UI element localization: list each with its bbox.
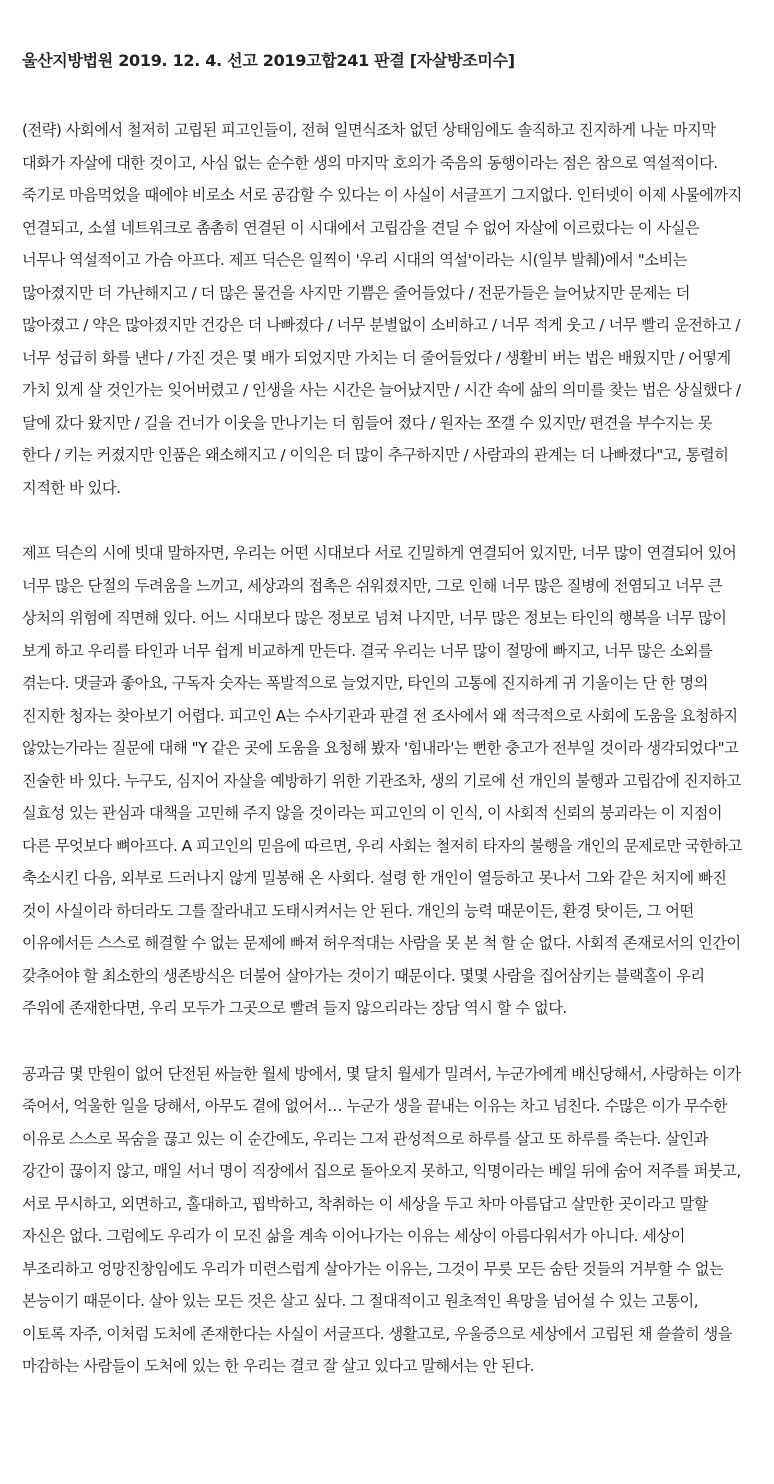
paragraph-2: 제프 딕슨의 시에 빗대 말하자면, 우리는 어떤 시대보다 서로 긴밀하게 연결되어 있지만, 너무 많이 연결되어 있어 너무 많은 단절의 두려움을 느끼고, 세상과의 접촉은 쉬워졌지만, 그로 인해 너무 많은 질병에 전염되고 너무 큰 상처의 위험에 직면해 있다. 어느 시대보다 많은 정보로 넘쳐 나지만, 너무 많은 정보는 타인의 행복을 너무 많이 보게 하고 우리를 타인과 너무 쉽게 비교하게 만든다. 결국 우리는 너무 많이 절망에 빠지고, 너무 많은 소외를 겪는다. 댓글과 좋아요, 구독자 숫자는 폭발적으로 늘었지만, 타인의 고통에 진지하게 귀 기울이는 단 한 명의 진지한 청자는 찾아보기 어렵다. 피고인 A는 수사기관과 판결 전 조사에서 왜 적극적으로 사회에 도움을 요청하지 않았는가라는 질문에 대해 "Y 같은 곳에 도움을 요청해 봤자 '힘내라'는 뻔한 충고가 전부일 것이라 생각되었다"고 진술한 바 있다. 누구도, 심지어 자살을 예방하기 위한 기관조차, 생의 기로에 선 개인의 불행과 고립감에 진지하고 실효성 있는 관심과 대책을 고민해 주지 않을 것이라는 피고인의 이 인식, 이 사회적 신뢰의 붕괴라는 이 지점이 다른 무엇보다 뼈아프다. A 피고인의 믿음에 따르면, 우리 사회는 철저히 타자의 불행을 개인의 문제로만 국한하고 축소시킨 다음, 외부로 드러나지 않게 밀봉해 온 사회다. 설령 한 개인이 열등하고 못나서 그와 같은 처지에 빠진 것이 사실이라 하더라도 그를 잘라내고 도태시켜서는 안 된다. 개인의 능력 때문이든, 환경 탓이든, 그 어떤 이유에서든 스스로 해결할 수 없는 문제에 빠져 허우적대는 사람을 못 본 척 할 순 없다. 사회적 존재로서의 인간이 갖추어야 할 최소한의 생존방식은 더불어 살아가는 것이기 때문이다. 몇몇 사람을 집어삼키는 블랙홀이 우리 주위에 존재한다면, 우리 모두가 그곳으로 빨려 들지 않으리라는 장담 역시 할 수 없다.	[22, 544, 742, 1017]
document-title: 울산지방법원 2019. 12. 4. 선고 2019고합241 판결 [자살방조미수]	[22, 51, 515, 70]
paragraph-3: 공과금 몇 만원이 없어 단전된 싸늘한 월세 방에서, 몇 달치 월세가 밀려서, 누군가에게 배신당해서, 사랑하는 이가 죽어서, 억울한 일을 당해서, 아무도 곁에 없어서… 누군가 생을 끝내는 이유는 차고 넘친다. 수많은 이가 무수한 이유로 스스로 목숨을 끊고 있는 이 순간에도, 우리는 그저 관성적으로 하루를 살고 또 하루를 죽는다. 살인과 강간이 끊이지 않고, 매일 서너 명이 직장에서 집으로 돌아오지 못하고, 익명이라는 베일 뒤에 숨어 저주를 퍼붓고, 서로 무시하고, 외면하고, 홀대하고, 핍박하고, 착취하는 이 세상을 두고 차마 아름답고 살만한 곳이라고 말할 자신은 없다. 그럼에도 우리가 이 모진 삶을 계속 이어나가는 이유는 세상이 아름다워서가 아니다. 세상이 부조리하고 엉망진창임에도 우리가 미련스럽게 살아가는 이유는, 그것이 무릇 모든 숨탄 것들의 거부할 수 없는 본능이기 때문이다. 살아 있는 모든 것은 살고 싶다. 그 절대적이고 원초적인 욕망을 넘어설 수 있는 고통이, 이토록 자주, 이처럼 도처에 존재한다는 사실이 서글프다. 생활고로, 우울증으로 세상에서 고립된 채 쓸쓸히 생을 마감하는 사람들이 도처에 있는 한 우리는 결코 잘 살고 있다고 말해서는 안 된다.	[22, 1064, 741, 1375]
paragraph-1: (전략) 사회에서 철저히 고립된 피고인들이, 전혀 일면식조차 없던 상태임에도 솔직하고 진지하게 나눈 마지막 대화가 자살에 대한 것이고, 사심 없는 순수한 생의 마지막 호의가 죽음의 동행이라는 점은 참으로 역설적이다. 죽기로 마음먹었을 때에야 비로소 서로 공감할 수 있다는 이 사실이 서글프기 그지없다. 인터넷이 이제 사물에까지 연결되고, 소셜 네트워크로 촘촘히 연결된 이 시대에서 고립감을 견딜 수 없어 자살에 이르렀다는 이 사실은 너무나 역설적이고 가슴 아프다. 제프 딕슨은 일찍이 '우리 시대의 역설'이라는 시(일부 발췌)에서 "소비는 많아졌지만 더 가난해지고 / 더 많은 물건을 사지만 기쁨은 줄어들었다 / 전문가들은 늘어났지만 문제는 더 많아졌고 / 약은 많아졌지만 건강은 더 나빠졌다 / 너무 분별없이 소비하고 / 너무 적게 웃고 / 너무 빨리 운전하고 / 너무 성급히 화를 낸다 / 가진 것은 몇 배가 되었지만 가치는 더 줄어들었다 / 생활비 버는 법은 배웠지만 / 어떻게 가치 있게 살 것인가는 잊어버렸고 / 인생을 사는 시간은 늘어났지만 / 시간 속에 삶의 의미를 찾는 법은 상실했다 / 달에 갔다 왔지만 / 길을 건너가 이웃을 만나기는 더 힘들어 졌다 / 원자는 쪼갤 수 있지만/ 편견을 부수지는 못 한다 / 키는 커졌지만 인품은 왜소해지고 / 이익은 더 많이 추구하지만 / 사람과의 관계는 더 나빠졌다"고, 통렬히 지적한 바 있다.	[22, 121, 742, 497]
